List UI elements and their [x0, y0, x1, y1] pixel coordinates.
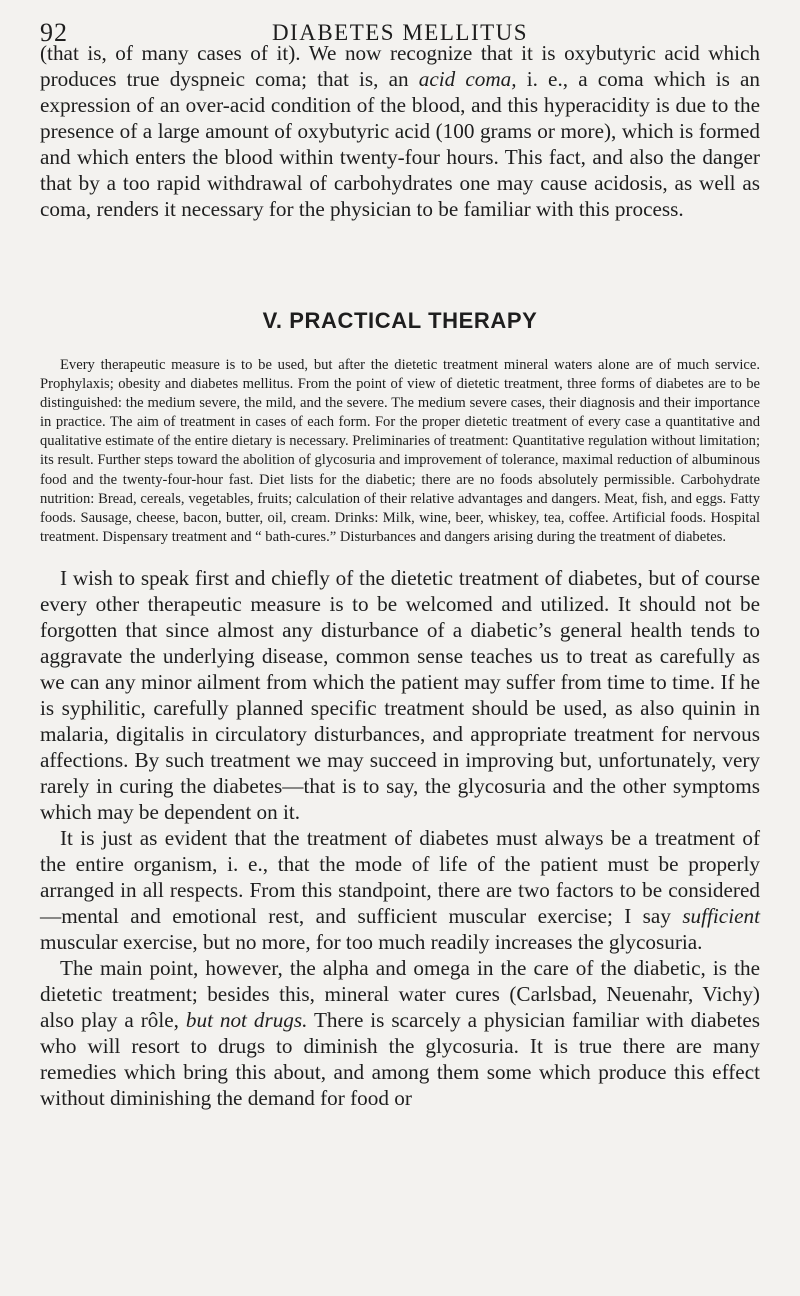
body-paragraph-2 — [40, 825, 760, 955]
p3-text-c: There is scarcely a physician familiar with diabetes who will resort to drugs to diminish the glycosuria. It is true there are many remedies which bring this about, and among them some which produce this effect without diminishing the demand for food or — [40, 1008, 761, 1110]
p2-text-italic: sufficient — [682, 904, 760, 928]
body-paragraph-1: I wish to speak first and chiefly of the dietetic treatment of diabetes, but of course every other therapeutic measure is to be welcomed and utilized. It should not be forgotten that since almost any disturbance of a diabetic’s general health tends to aggravate the underlying disease, common sense teaches us to treat as carefully as we can any minor ailment from which the patient may suffer from time to time. If he is syphilitic, carefully planned specific treatment should be used, as also quinin in malaria, digitalis in circulatory disturbances, and appropriate treatment for nervous affections. By such treatment we may succeed in improving but, unfortunately, very rarely in curing the diabetes—that is to say, the glycosuria and the other symptoms which may be dependent on it. — [40, 566, 760, 824]
section-heading: V. PRACTICAL THERAPY — [262, 308, 538, 333]
intro-text-a: (that is, of many cases of it). We now recognize that it is oxybutyric acid which produces true dyspneic coma; that is, an — [40, 41, 760, 91]
main-text — [40, 565, 760, 1111]
page-number: 92 — [40, 18, 68, 47]
intro-text-c: i. e., a coma which is an expression of an over-acid condition of the blood, and this hyperacidity is due to the presence of a large amount of oxybutyric acid (100 grams or more), which is formed and which enters the blood within twenty-four hours. This fact, and also the danger that by a too rapid withdrawal of carbohydrates one may cause acidosis, as well as coma, renders it necessary for the physician to be familiar with this process. — [40, 67, 760, 221]
section-summary: Every therapeutic measure is to be used, but after the dietetic treatment mineral waters alone are of much service. Prophylaxis; obesity and diabetes mellitus. From the point of view of dietetic treatment, three forms of diabetes are to be distinguished: the medium severe, the mild, and the severe. The medium severe cases, their diagnosis and their importance in practice. The aim of treatment in cases of each form. For the proper dietetic treatment of every case a quantitative and qualitative estimate of the entire dietary is necessary. Preliminaries of treatment: Quantitative regulation without limitation; its result. Further steps toward the abolition of glycosuria and improvement of tolerance, maximal reduction of albuminous food and the twenty-four-hour fast. Diet lists for the diabetic; there are no foods absolutely permissible. Carbohydrate nutrition: Bread, cereals, vegetables, fruits; calculation of their relative advantages and dangers. Meat, fish, and eggs. Fatty foods. Sausage, cheese, bacon, butter, oil, cream. Drinks: Milk, wine, beer, whiskey, tea, coffee. Artificial foods. Hospital treatment. Dispensary treatment and “ bath-cures.” Disturbances and dangers arising during the treatment of diabetes. — [40, 357, 761, 545]
p3-text-italic: but not drugs. — [185, 1008, 308, 1032]
p2-text-c: muscular exercise, but no more, for too much readily increases the glycosuria. — [40, 930, 703, 954]
intro-paragraph — [40, 40, 760, 222]
p3-text-a: The main point, however, the alpha and omega in the care of the diabetic, is the dietetic treatment; besides this, mineral water cures (Carlsbad, Neuenahr, Vichy) also play a rôle, — [40, 956, 760, 1032]
running-head: DIABETES MELLITUS — [271, 20, 529, 45]
intro-text-italic: acid coma, — [418, 67, 517, 91]
p2-text-a: It is just as evident that the treatment of diabetes must always be a treatment of the entire organism, i. e., that the mode of life of the patient must be properly arranged in all respects. From this standpoint, there are two factors to be considered—mental and emotional rest, and sufficient muscular exercise; I say — [40, 826, 760, 928]
body-paragraph-3 — [40, 955, 760, 1111]
